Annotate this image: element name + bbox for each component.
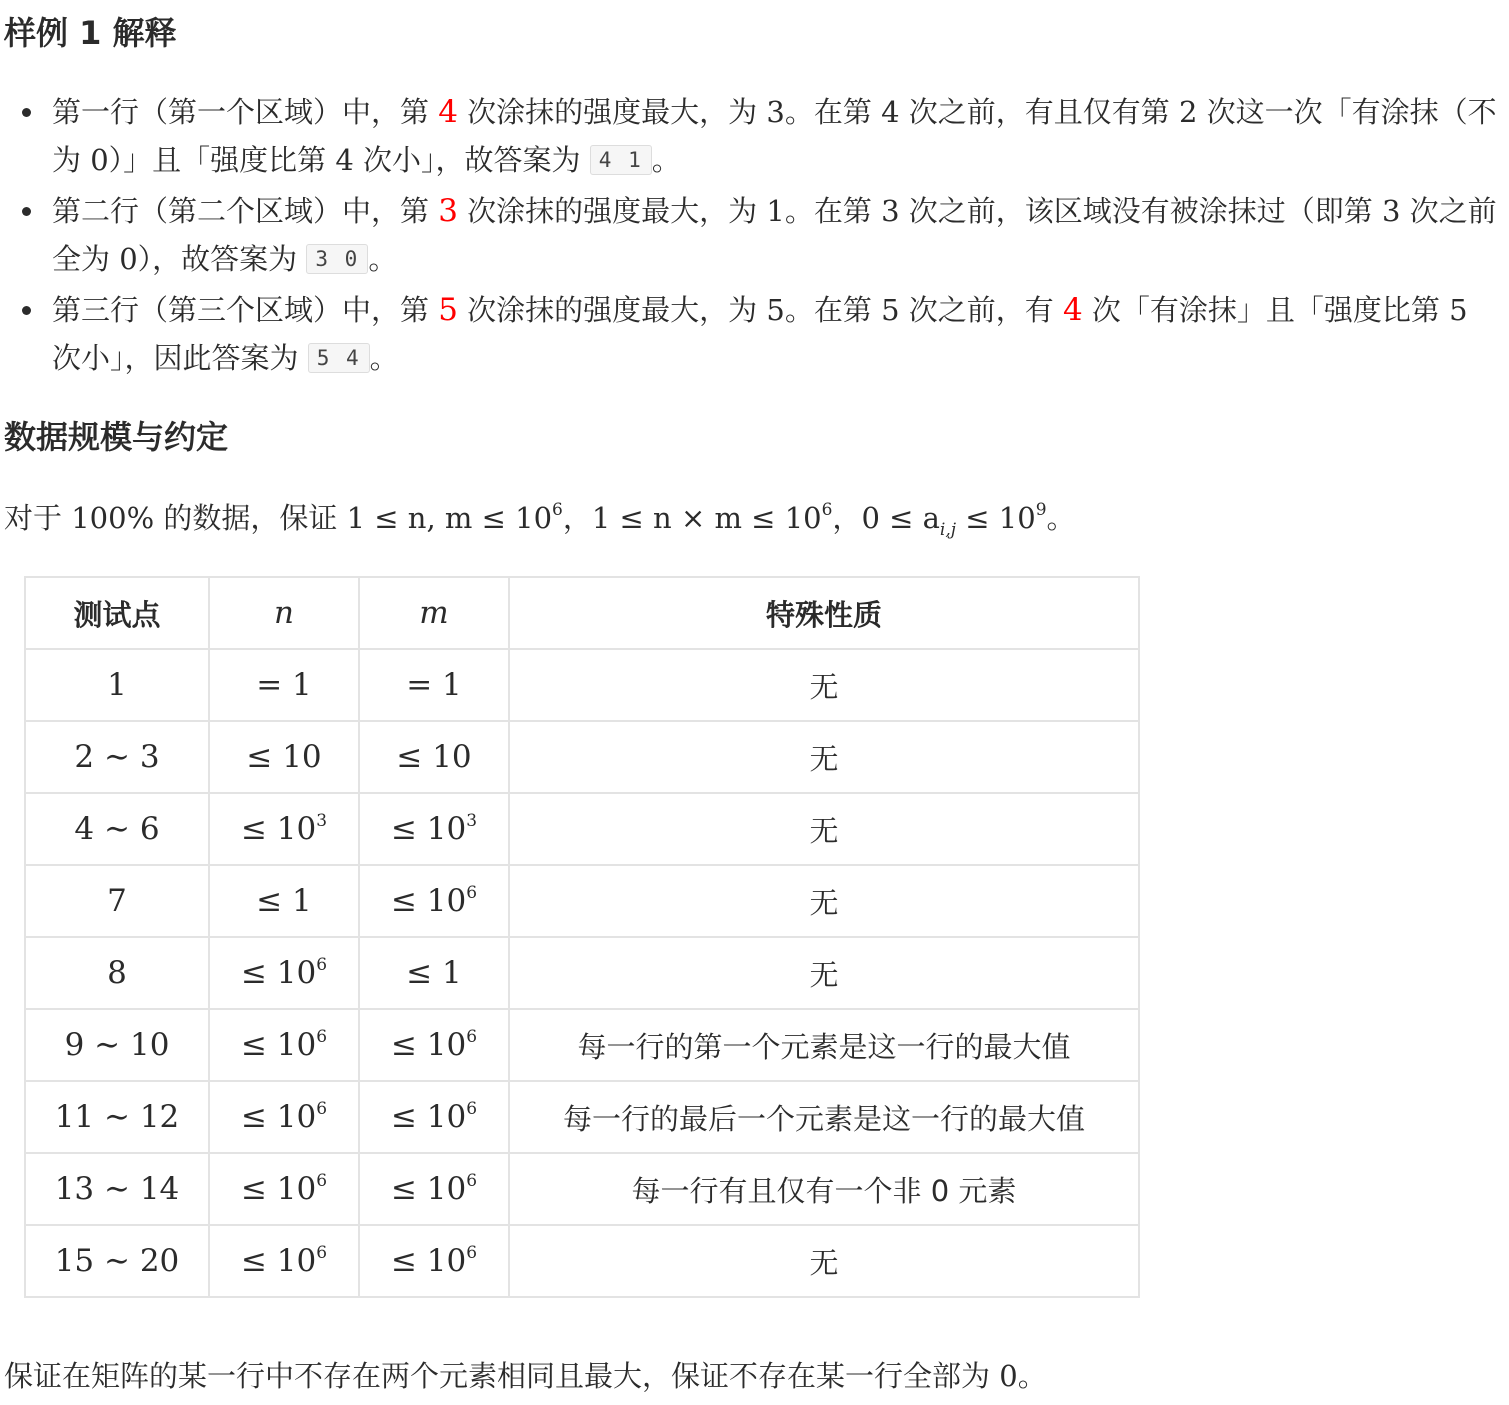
answer-code: 5 4 (308, 343, 370, 373)
table-row (25, 1081, 1139, 1153)
list-item (4, 187, 1504, 286)
cell-n-exponent: 3 (316, 810, 328, 831)
cell-test-point: 2 ∼ 3 (25, 721, 209, 793)
cell-n-exponent: 6 (316, 954, 328, 975)
constraint-n-m (347, 501, 563, 535)
cell-m-value: ≤ 10 (396, 739, 472, 775)
constraints-mid: 的数据，保证 (154, 501, 347, 535)
cell-m-exponent: 3 (466, 810, 478, 831)
cell-m-value: ≤ 1 (406, 955, 462, 991)
cell-m (359, 649, 509, 721)
constraint-a-exp: 9 (1035, 500, 1047, 521)
cell-m (359, 1081, 509, 1153)
text-fragment: 0 (90, 143, 109, 177)
text-fragment: 。在第 (784, 293, 882, 327)
constraint-nm-product-text: 1 ≤ n × m ≤ 10 (591, 501, 822, 535)
text-fragment: 次小」，故答案为 (353, 143, 590, 177)
cell-m-value: ≤ 10 (390, 1099, 467, 1135)
highlight-number: 3 (438, 193, 458, 229)
cell-n (209, 1153, 359, 1225)
text-fragment: 次小」，因此答案为 (52, 341, 308, 375)
cell-n-exponent: 6 (316, 1026, 328, 1047)
text-fragment: 。 (368, 242, 398, 276)
cell-special-property: 无 (509, 1225, 1139, 1297)
text-fragment: 次「有涂抹」且「强度比第 (1082, 293, 1450, 327)
cell-special-property: 每一行的第一个元素是这一行的最大值 (509, 1009, 1139, 1081)
cell-m-exponent: 6 (466, 1098, 478, 1119)
bullet-dot-icon (22, 306, 31, 315)
table-row (25, 721, 1139, 793)
cell-m (359, 1009, 509, 1081)
constraint-nm-product (592, 501, 833, 535)
highlight-number: 4 (1062, 292, 1083, 328)
cell-n-value: ≤ 1 (256, 883, 312, 919)
text-fragment: 次之前全为 (52, 194, 1497, 276)
header-test-point: 测试点 (25, 577, 209, 649)
cell-test-point: 11 ∼ 12 (25, 1081, 209, 1153)
text-fragment: 3 (881, 194, 900, 228)
table-row (25, 937, 1139, 1009)
text-fragment: 5 (1449, 293, 1468, 327)
cell-n-value: ≤ 10 (240, 811, 317, 847)
cell-special-property: 每一行有且仅有一个非 0 元素 (509, 1153, 1139, 1225)
text-fragment: 0 (119, 242, 138, 276)
cell-m (359, 721, 509, 793)
constraint-nm-product-exp: 6 (821, 500, 833, 521)
text-fragment: 1 (766, 194, 785, 228)
text-fragment: 。在第 (784, 95, 882, 129)
constraint-a (861, 500, 1047, 540)
table-row (25, 1009, 1139, 1081)
cell-m-value: ≤ 10 (390, 1027, 467, 1063)
constraint-n-m-exp: 6 (552, 500, 563, 521)
cell-m-value: = 1 (406, 667, 462, 703)
cell-n-value: ≤ 10 (240, 1027, 317, 1063)
cell-n (209, 793, 359, 865)
cell-m (359, 1225, 509, 1297)
text-fragment: 。 (369, 341, 399, 375)
text-fragment: 次之前，有且仅有第 (899, 95, 1179, 129)
cell-m (359, 793, 509, 865)
table-header-row (25, 577, 1139, 649)
bullet-dot-icon (22, 207, 31, 216)
text-fragment: 次之前，该区域没有被涂抹过（即第 (899, 194, 1382, 228)
table-row (25, 1153, 1139, 1225)
cell-m (359, 937, 509, 1009)
footer-paragraph (4, 1354, 1047, 1398)
cell-special-property: 无 (509, 865, 1139, 937)
list-item (4, 88, 1504, 187)
constraint-n-m-text: 1 ≤ n, m ≤ 10 (346, 501, 553, 535)
cell-special-property: 无 (509, 649, 1139, 721)
text-fragment: 次之前，有 (899, 293, 1063, 327)
cell-test-point: 1 (25, 649, 209, 721)
text-fragment: 。在第 (784, 194, 882, 228)
list-item (4, 286, 1504, 385)
cell-n-value: ≤ 10 (240, 1171, 317, 1207)
constraints-end: 。 (1046, 501, 1076, 535)
cell-n-value: ≤ 10 (240, 1243, 317, 1279)
cell-n (209, 937, 359, 1009)
text-fragment: 次涂抹的强度最大，为 (457, 194, 767, 228)
header-m: m (359, 577, 509, 649)
cell-n (209, 1081, 359, 1153)
text-fragment: 3 (766, 95, 785, 129)
bullet-dot-icon (22, 108, 31, 117)
cell-special-property: 无 (509, 721, 1139, 793)
header-n: n (209, 577, 359, 649)
cell-m-exponent: 6 (466, 882, 478, 903)
constraint-a-post: ≤ 10 (956, 501, 1036, 535)
text-fragment: 第三行（第三个区域）中，第 (52, 293, 439, 327)
text-fragment: 第二行（第二个区域）中，第 (52, 194, 439, 228)
sample-explanation-list (4, 88, 1504, 385)
cell-n (209, 721, 359, 793)
text-fragment: 3 (1381, 194, 1401, 228)
cell-special-property: 每一行的最后一个元素是这一行的最大值 (509, 1081, 1139, 1153)
cell-test-point: 4 ∼ 6 (25, 793, 209, 865)
text-fragment: 4 (881, 95, 900, 129)
test-point-table (24, 576, 1140, 1298)
cell-test-point: 9 ∼ 10 (25, 1009, 209, 1081)
cell-n (209, 649, 359, 721)
cell-n-exponent: 6 (316, 1170, 328, 1191)
text-fragment: ），故答案为 (137, 242, 307, 276)
footer-text: 保证在矩阵的某一行中不存在两个元素相同且最大，保证不存在某一行全部为 (4, 1359, 1000, 1393)
cell-n (209, 1225, 359, 1297)
cell-n-value: ≤ 10 (246, 739, 322, 775)
constraints-percent: 100% (71, 501, 155, 535)
constraints-prefix: 对于 (4, 501, 72, 535)
constraints-paragraph (4, 496, 1076, 540)
text-fragment: 5 (881, 293, 900, 327)
cell-test-point: 8 (25, 937, 209, 1009)
cell-m-exponent: 6 (466, 1170, 478, 1191)
text-fragment: 次涂抹的强度最大，为 (457, 95, 767, 129)
cell-n-value: = 1 (256, 667, 312, 703)
constraint-a-pre: 0 ≤ a (861, 501, 940, 535)
table-row (25, 793, 1139, 865)
cell-special-property: 无 (509, 793, 1139, 865)
constraint-a-sub: i,j (939, 519, 957, 540)
header-special-property: 特殊性质 (509, 577, 1139, 649)
sample-explanation-heading: 样例 1 解释 (4, 14, 177, 52)
cell-test-point: 13 ∼ 14 (25, 1153, 209, 1225)
cell-m-exponent: 6 (466, 1026, 478, 1047)
cell-n (209, 1009, 359, 1081)
cell-m-exponent: 6 (466, 1242, 478, 1263)
table-row (25, 865, 1139, 937)
constraints-sep2: ， (832, 501, 862, 535)
cell-m (359, 865, 509, 937)
table-body (25, 649, 1139, 1297)
text-fragment: 次这一次「有涂抹（不为 (52, 95, 1497, 177)
answer-code: 3 0 (306, 244, 368, 274)
cell-m-value: ≤ 10 (390, 883, 467, 919)
cell-m (359, 1153, 509, 1225)
answer-code: 4 1 (590, 145, 652, 175)
cell-m-value: ≤ 10 (390, 1171, 467, 1207)
text-fragment: ）」且「强度比第 (108, 143, 336, 177)
data-constraints-heading: 数据规模与约定 (4, 418, 229, 456)
footer-zero: 0 (999, 1359, 1018, 1393)
highlight-number: 5 (438, 292, 458, 328)
footer-end: 。 (1017, 1359, 1047, 1393)
table-row (25, 649, 1139, 721)
cell-n-exponent: 6 (316, 1098, 328, 1119)
text-fragment: 5 (766, 293, 785, 327)
cell-n (209, 865, 359, 937)
cell-n-value: ≤ 10 (240, 1099, 317, 1135)
cell-m-value: ≤ 10 (390, 811, 467, 847)
text-fragment: 次涂抹的强度最大，为 (457, 293, 767, 327)
cell-n-exponent: 6 (316, 1242, 328, 1263)
text-fragment: 4 (335, 143, 354, 177)
cell-test-point: 15 ∼ 20 (25, 1225, 209, 1297)
constraints-sep1: ， (562, 501, 592, 535)
cell-test-point: 7 (25, 865, 209, 937)
highlight-number: 4 (438, 94, 458, 130)
cell-n-value: ≤ 10 (240, 955, 317, 991)
text-fragment: 。 (651, 143, 681, 177)
cell-special-property: 无 (509, 937, 1139, 1009)
table-row (25, 1225, 1139, 1297)
text-fragment: 2 (1178, 95, 1198, 129)
text-fragment: 第一行（第一个区域）中，第 (52, 95, 439, 129)
cell-m-value: ≤ 10 (390, 1243, 467, 1279)
